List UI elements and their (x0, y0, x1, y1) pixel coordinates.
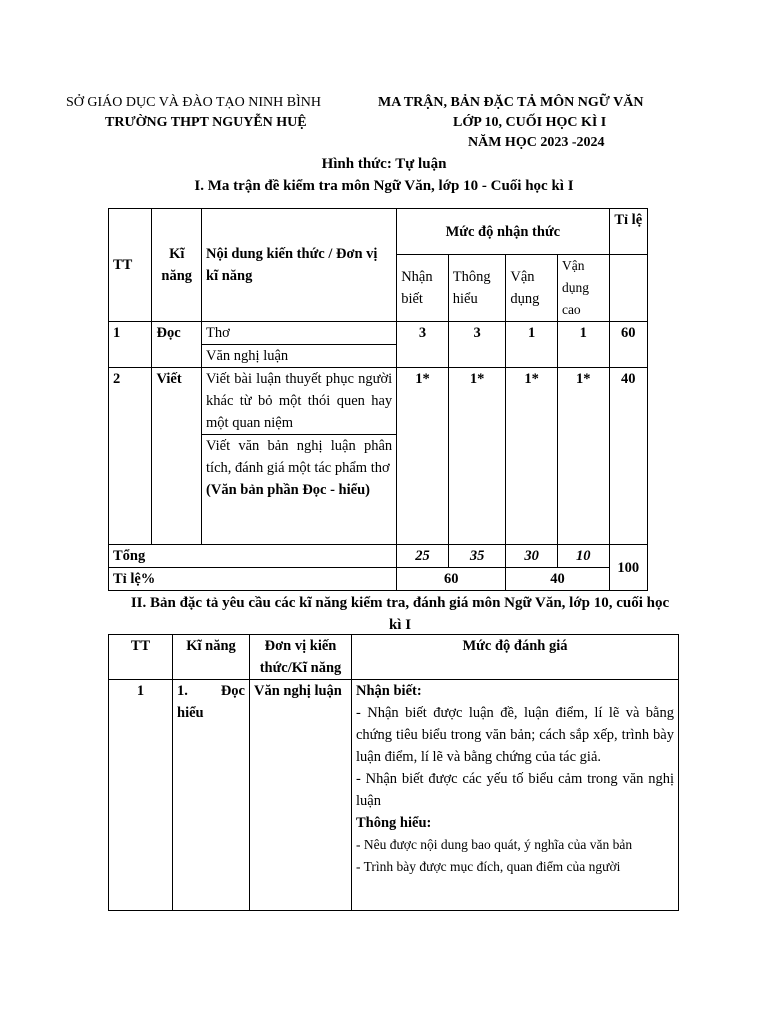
header-understand: Thông hiểu (448, 255, 506, 322)
spec-table (108, 634, 679, 911)
header-apply-high: Vận dụng cao (557, 255, 609, 322)
school-year: NĂM HỌC 2023 -2024 (468, 135, 605, 150)
section2-title: II. Bản đặc tả yêu cầu các kĩ năng kiểm tra, đánh giá môn Ngữ Văn, lớp 10, cuối học kì I (130, 595, 670, 633)
exam-matrix-table (108, 208, 648, 591)
department-name: SỞ GIÁO DỤC VÀ ĐÀO TẠO NINH BÌNH (66, 95, 321, 110)
header-level: Mức độ nhận thức (397, 209, 609, 255)
row1-apply: 1 (506, 322, 558, 368)
spec-row1-levels (352, 680, 679, 911)
spec-row1-tt: 1 (109, 680, 173, 911)
row1-content-a: Thơ (202, 322, 397, 345)
percent-label: Tỉ lệ% (109, 568, 397, 591)
row2-apply-high: 1* (557, 368, 609, 545)
row2-skill: Viết (152, 368, 202, 545)
total-apply: 30 (506, 545, 558, 568)
row1-ratio: 60 (609, 322, 647, 368)
total-understand: 35 (448, 545, 506, 568)
understand-label: Thông hiểu: (356, 815, 432, 831)
header-tt: TT (109, 209, 152, 322)
spec-header-skill: Kĩ năng (173, 635, 250, 680)
total-ratio: 100 (609, 545, 647, 591)
header-content: Nội dung kiến thức / Đơn vị kĩ năng (202, 209, 397, 322)
spec-header-level: Mức độ đánh giá (352, 635, 679, 680)
row1-content-b: Văn nghị luận (202, 345, 397, 368)
understand-item-2: - Trình bày được mục đích, quan điểm của người (356, 859, 621, 874)
percent-right: 40 (506, 568, 609, 591)
spec-row1-skill: 1. Đọc hiểu (173, 680, 250, 911)
row2-tt: 2 (109, 368, 152, 545)
row2-content-bc (202, 435, 397, 545)
row2-ratio: 40 (609, 368, 647, 545)
row1-apply-high: 1 (557, 322, 609, 368)
row2-apply: 1* (506, 368, 558, 545)
header-ratio: Tỉ lệ (609, 209, 647, 255)
total-apply-high: 10 (557, 545, 609, 568)
row2-content-c: (Văn bản phần Đọc - hiểu) (206, 482, 370, 498)
header-recognize: Nhận biết (397, 255, 449, 322)
row1-skill: Đọc (152, 322, 202, 368)
row1-understand: 3 (448, 322, 506, 368)
total-label: Tổng (109, 545, 397, 568)
section1-title: I. Ma trận đề kiểm tra môn Ngữ Văn, lớp 10 - Cuối học kì I (194, 178, 574, 194)
row1-recognize: 3 (397, 322, 449, 368)
row2-understand: 1* (448, 368, 506, 545)
grade-term: LỚP 10, CUỐI HỌC KÌ I (453, 115, 607, 130)
document-title: MA TRẬN, BẢN ĐẶC TẢ MÔN NGỮ VĂN (378, 95, 644, 110)
header-apply: Vận dụng (506, 255, 558, 322)
spec-header-tt: TT (109, 635, 173, 680)
row2-content-b: Viết văn bản nghị luận phân tích, đánh giá một tác phẩm thơ (206, 438, 393, 476)
spec-row1-unit: Văn nghị luận (250, 680, 352, 911)
recognize-item-2: - Nhận biết được các yếu tố biểu cảm trong văn nghị luận (356, 771, 674, 809)
spec-header-unit: Đơn vị kiến thức/Kĩ năng (250, 635, 352, 680)
total-recognize: 25 (397, 545, 449, 568)
exam-form: Hình thức: Tự luận (321, 156, 447, 172)
row1-tt: 1 (109, 322, 152, 368)
school-name: TRƯỜNG THPT NGUYỄN HUỆ (105, 115, 307, 130)
row2-content-a: Viết bài luận thuyết phục người khác từ bỏ một thói quen hay một quan niệm (202, 368, 397, 435)
recognize-label: Nhận biết: (356, 683, 422, 699)
header-skill: Kĩ năng (152, 209, 202, 322)
percent-left: 60 (397, 568, 506, 591)
header-ratio-blank (609, 255, 647, 322)
understand-item-1: - Nêu được nội dung bao quát, ý nghĩa của văn bản (356, 837, 633, 852)
row2-recognize: 1* (397, 368, 449, 545)
recognize-item-1: - Nhận biết được luận đề, luận điểm, lí lẽ và bằng chứng tiêu biểu trong văn bản; cách sắp xếp, trình bày luận điểm, lí lẽ và bằng chứng của tác giả. (356, 705, 674, 765)
